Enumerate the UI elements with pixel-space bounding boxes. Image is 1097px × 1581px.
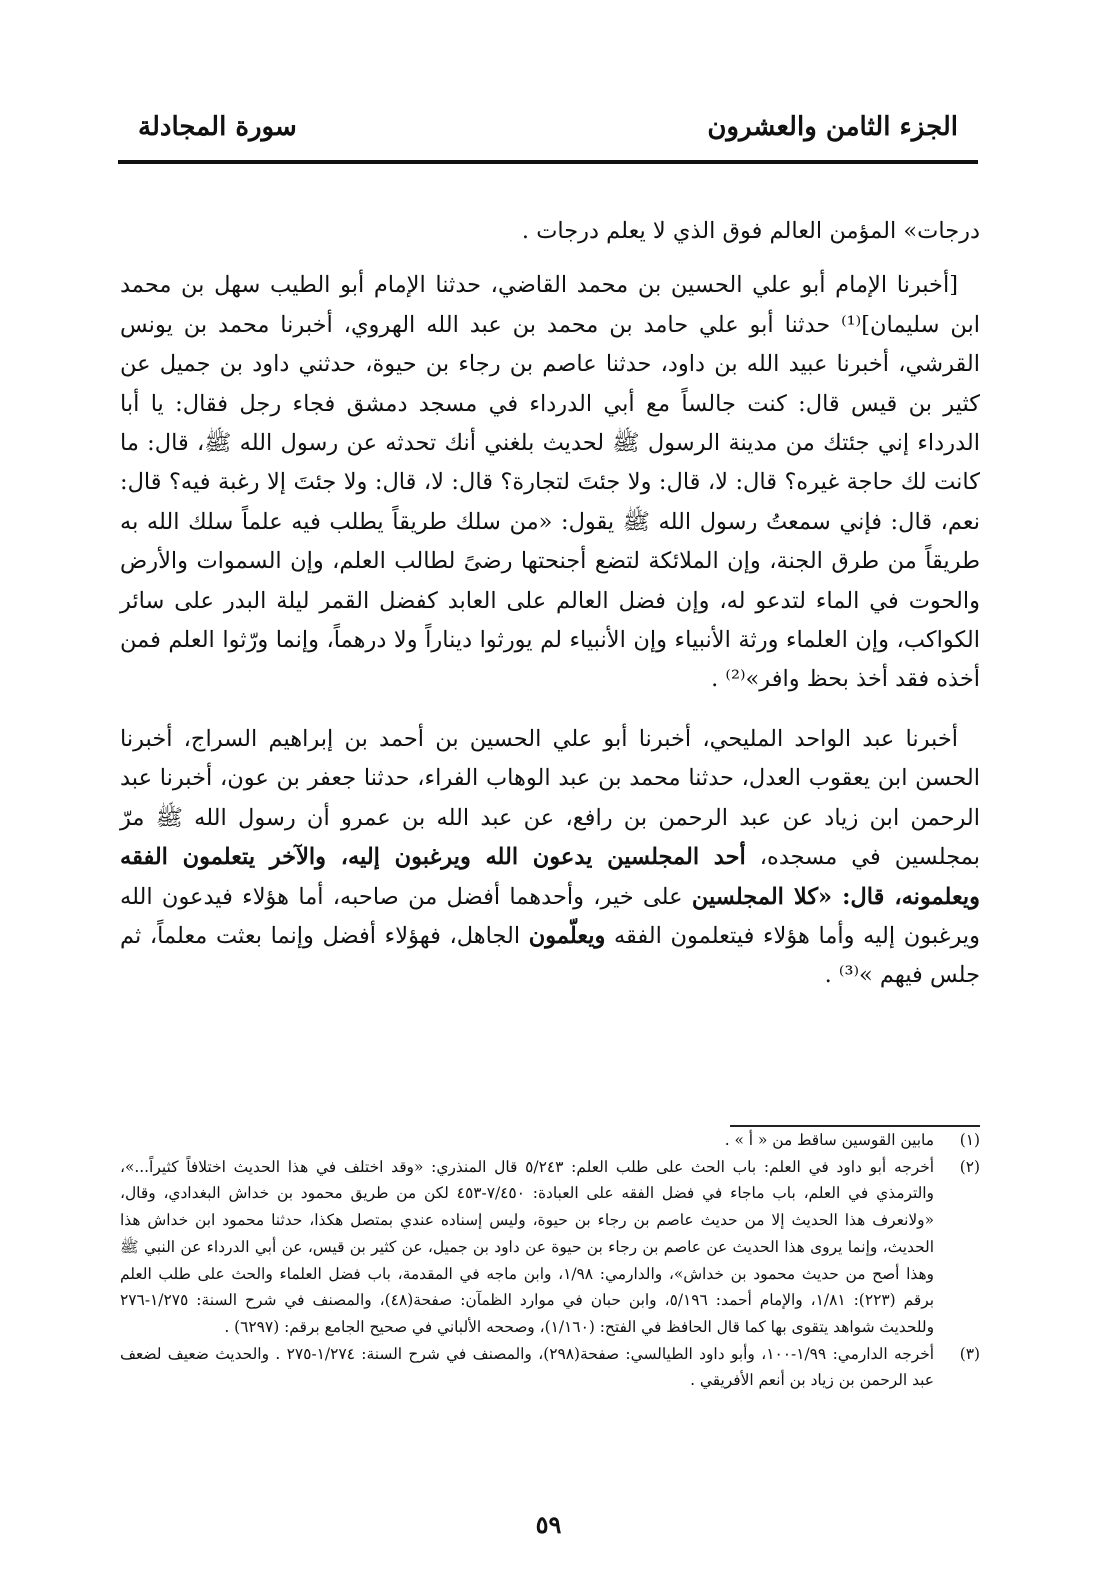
paragraph-3-part-c: الجاهل، فهؤلاء أفضل وإنما بعثت معلماً، ثم جلس فيهم »⁽³⁾ . — [120, 922, 980, 989]
paragraph-3-part-a: أخبرنا عبد الواحد المليحي، أخبرنا أبو علي الحسين بن أحمد بن إبراهيم السراج، أخبرنا الحسن ابن يعقوب العدل، حدثنا محمد بن عبد الوهاب الفراء، حدثنا جعفر بن عون، أخبرنا عبد الرحمن ابن زياد عن عبد الرحمن بن رافع، عن عبد الله بن عمرو أن رسول الله ﷺ مرّ بمجلسين في مسجده، — [120, 725, 980, 871]
part-title: الجزء الثامن والعشرون — [707, 112, 958, 142]
paragraph-3 — [120, 720, 980, 996]
footnote-number: (٣) — [959, 1344, 980, 1363]
header-divider — [118, 160, 978, 164]
footnote-text: أخرجه أبو داود في العلم: باب الحث على طلب العلم: ٥/٢٤٣ قال المنذري: «وقد اختلف في هذا الحديث اختلافاً كثيراً...»، والترمذي في العلم، باب ماجاء في فضل الفقه على العبادة: ٧/٤٥٠-٤٥٣ لكن من طريق محمود بن خداش البغدادي، وقال، «ولانعرف هذا الحديث إلا من حديث عاصم بن رجاء بن حيوة، وليس إسناده عندي بمتصل هكذا، حدثنا محمود ابن خداش هذا الحديث، وإنما يروى هذا الحديث عن عاصم بن رجاء بن حيوة عن داود بن جميل، عن كثير بن قيس، عن أبي الدرداء عن النبي ﷺ وهذا أصح من حديث محمود بن خداش»، والدارمي: ١/٩٨، وابن ماجه في المقدمة، باب فضل العلماء والحث على طلب العلم برقم (٢٢٣): ١/٨١، والإمام أحمد: ٥/١٩٦، وابن حبان في موارد الظمآن: صفحة(٤٨)، والمصنف في شرح السنة: ١/٢٧٥-٢٧٦ وللحديث شواهد يتقوى بها كما قال الحافظ في الفتح: (١/١٦٠)، وصححه الألباني في صحيح الجامع برقم: (٦٢٩٧) . — [120, 1157, 934, 1336]
footnote — [120, 1341, 980, 1394]
paragraph-3-bold-2: ويعلّمون — [528, 922, 606, 949]
footnote — [120, 1154, 980, 1341]
paragraph-2: [أخبرنا الإمام أبو علي الحسين بن محمد القاضي، حدثنا الإمام أبو الطيب سهل بن محمد ابن سليمان]⁽¹⁾ حدثنا أبو علي حامد بن محمد بن عبد الله الهروي، أخبرنا محمد بن يونس القرشي، أخبرنا عبيد الله بن داود، حدثنا عاصم بن رجاء بن حيوة، حدثني داود بن جميل عن كثير بن قيس قال: كنت جالساً مع أبي الدرداء في مسجد دمشق فجاء رجل فقال: يا أبا الدرداء إني جئتك من مدينة الرسول ﷺ لحديث بلغني أنك تحدثه عن رسول الله ﷺ، قال: ما كانت لك حاجة غيره؟ قال: لا، قال: ولا جئتَ لتجارة؟ قال: لا، قال: ولا جئتَ إلا رغبة فيه؟ قال: نعم، قال: فإني سمعتُ رسول الله ﷺ يقول: «من سلك طريقاً يطلب فيه علماً سلك الله به طريقاً من طرق الجنة، وإن الملائكة لتضع أجنحتها رضىً لطالب العلم، وإن السموات والأرض والحوت في الماء لتدعو له، وإن فضل العالم على العابد كفضل القمر ليلة البدر على سائر الكواكب، وإن العلماء ورثة الأنبياء وإن الأنبياء لم يورثوا ديناراً ولا درهماً، وإنما ورّثوا العلم فمن أخذه فقد أخذ بحظ وافر»⁽²⁾ . — [120, 272, 980, 693]
page-header — [118, 112, 980, 152]
footnote — [120, 1127, 980, 1154]
paragraph-3-part-b: على خير، وأحدهما أفضل من صاحبه، أما هؤلاء فيدعون الله ويرغبون إليه وأما هؤلاء فيتعلمون الفقه — [120, 883, 980, 949]
footnote-number: (٢) — [959, 1157, 980, 1176]
footnotes — [120, 1127, 980, 1394]
footnote-text: أخرجه الدارمي: ١/٩٩-١٠٠، وأبو داود الطيالسي: صفحة(٢٩٨)، والمصنف في شرح السنة: ١/٢٧٤-٢٧٥ . والحديث ضعيف لضعف عبد الرحمن بن زياد بن أنعم الأفريقي . — [120, 1344, 935, 1390]
footnote-text: مابين القوسين ساقط من « أ » . — [724, 1131, 934, 1149]
paragraph-1: درجات» المؤمن العالم فوق الذي لا يعلم درجات . — [521, 218, 980, 244]
main-text — [120, 212, 980, 996]
surah-title: سورة المجادلة — [138, 112, 297, 142]
paragraph-3-bold: أحد المجلسين يدعون الله ويرغبون إليه، والآخر يتعلمون الفقه ويعلمونه، قال: «كلا المجلسين — [120, 844, 980, 910]
page-number: ٥٩ — [535, 1510, 562, 1539]
footnote-number: (١) — [959, 1131, 980, 1149]
